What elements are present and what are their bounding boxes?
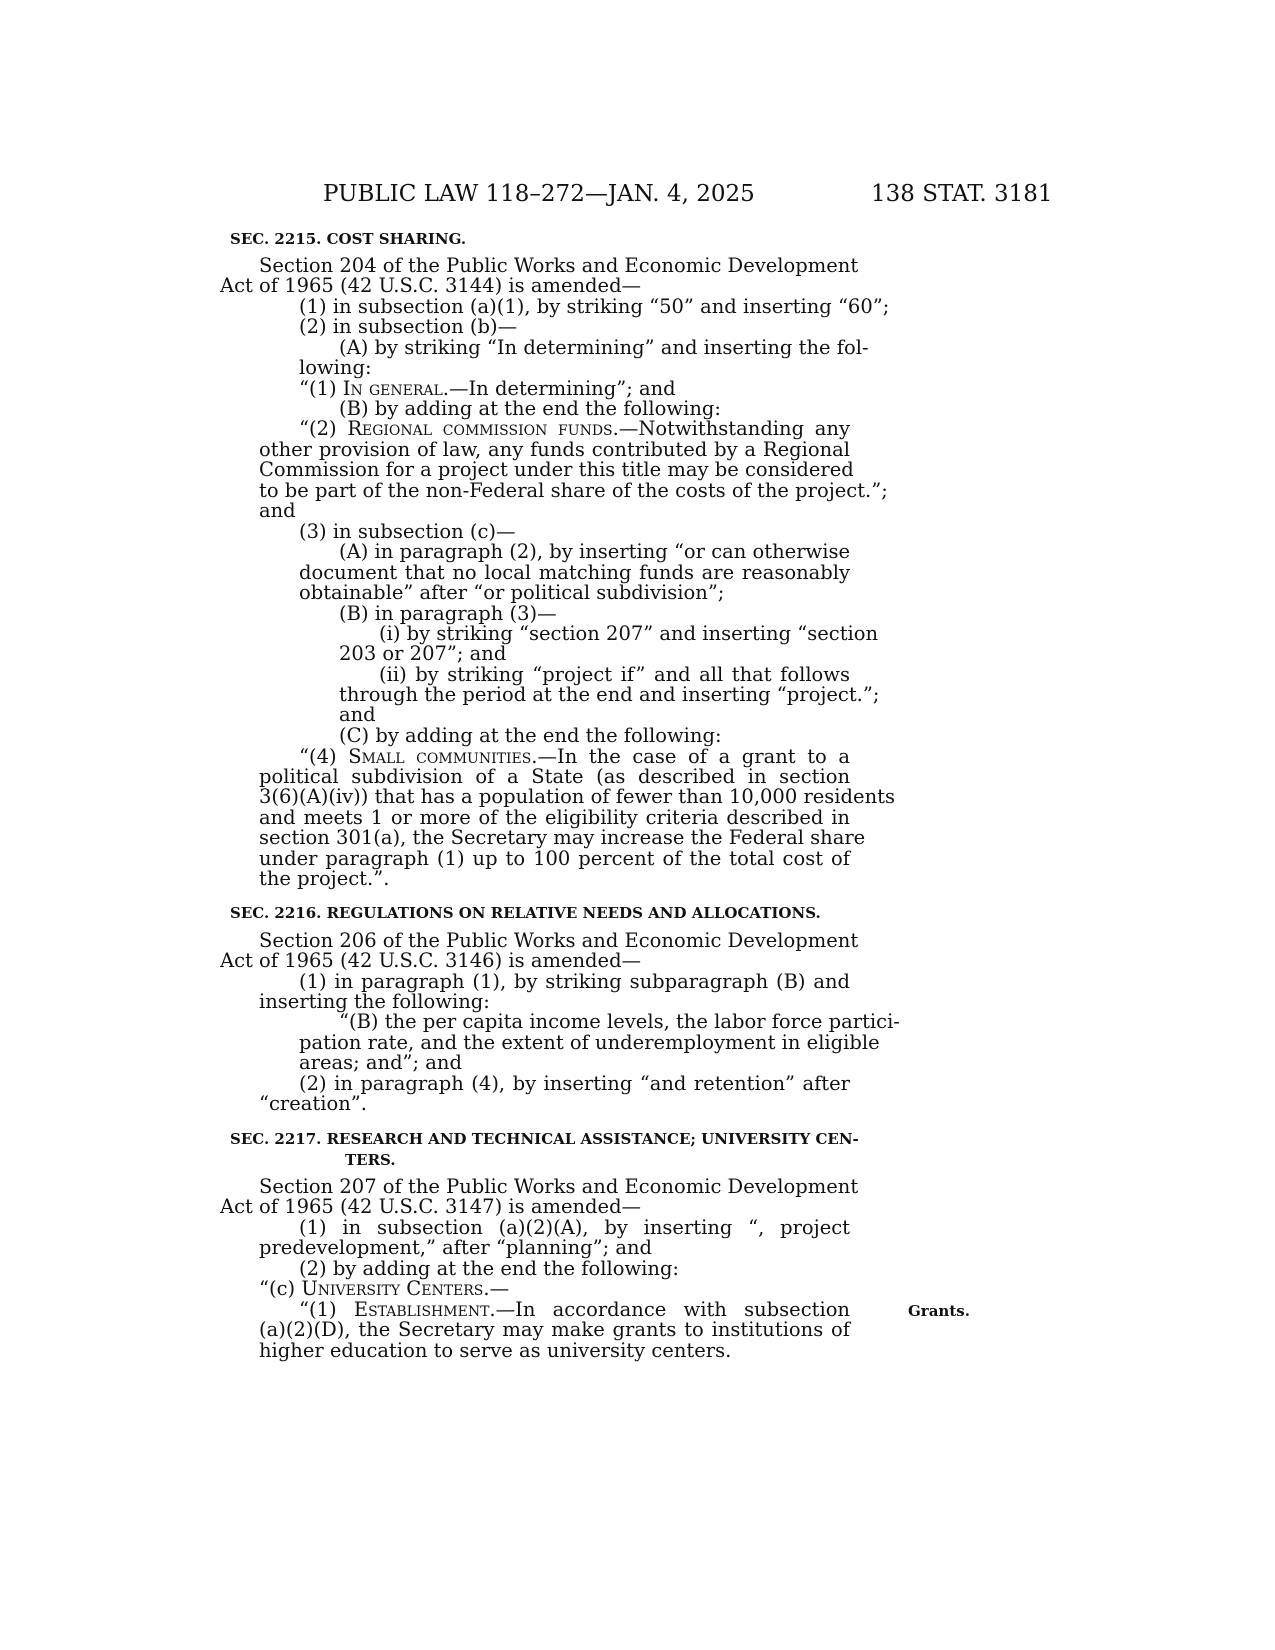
text-line: (1) in subsection (a)(2)(A), by inserting “, project (299, 1216, 850, 1239)
text-line: 203 or 207”; and (339, 642, 507, 665)
text-line: “(2) Regional commission funds.—Notwithstanding any (299, 417, 850, 440)
text-line: Act of 1965 (42 U.S.C. 3146) is amended— (220, 949, 642, 972)
text-line: Section 204 of the Public Works and Economic Development (259, 254, 859, 277)
text-line: obtainable” after “or political subdivision”; (299, 581, 725, 604)
text-line: (1) in subsection (a)(1), by striking “50” and inserting “60”; (299, 295, 890, 318)
text-line: “(1) Establishment.—In accordance with subsection (299, 1298, 850, 1321)
text-line: 3(6)(A)(iv)) that has a population of fewer than 10,000 residents (259, 785, 895, 808)
text-line: pation rate, and the extent of underemployment in eligible (299, 1031, 880, 1054)
section-heading-continued: TERS. (345, 1151, 396, 1169)
text-line: “creation”. (259, 1092, 367, 1115)
text-line: areas; and”; and (299, 1051, 462, 1074)
text-line: document that no local matching funds are reasonably (299, 561, 850, 584)
text-line: (a)(2)(D), the Secretary may make grants to institutions of (259, 1318, 850, 1341)
text-line: (C) by adding at the end the following: (339, 724, 722, 747)
text-line: Commission for a project under this title may be considered (259, 458, 854, 481)
text-line: (i) by striking “section 207” and inserting “section (379, 622, 879, 645)
text-line: “(c) University Centers.— (259, 1277, 510, 1300)
text-line: and meets 1 or more of the eligibility criteria described in (259, 806, 850, 829)
text-line: “(B) the per capita income levels, the labor force partici- (339, 1010, 900, 1033)
text-line: section 301(a), the Secretary may increase the Federal share (259, 826, 866, 849)
text-line: higher education to serve as university centers. (259, 1339, 732, 1362)
text-line: political subdivision of a State (as described in section (259, 765, 850, 788)
text-line: Act of 1965 (42 U.S.C. 3144) is amended— (220, 274, 642, 297)
text-line: lowing: (299, 356, 372, 379)
text-line: (A) in paragraph (2), by inserting “or can otherwise (339, 540, 850, 563)
text-line: “(1) In general.—In determining”; and (299, 377, 676, 400)
text-line: to be part of the non-Federal share of the costs of the project.”; (259, 479, 888, 502)
text-line: other provision of law, any funds contributed by a Regional (259, 438, 850, 461)
text-line: (A) by striking “In determining” and inserting the fol- (339, 336, 869, 359)
section-heading: SEC. 2217. RESEARCH AND TECHNICAL ASSISTANCE; UNIVERSITY CEN- (230, 1130, 859, 1148)
statute-page-number: 138 STAT. 3181 (871, 181, 1053, 207)
text-line: and (339, 703, 376, 726)
text-line: and (259, 499, 296, 522)
text-line: Act of 1965 (42 U.S.C. 3147) is amended— (220, 1195, 642, 1218)
text-line: (B) in paragraph (3)— (339, 602, 557, 625)
text-line: (2) by adding at the end the following: (299, 1257, 680, 1280)
text-line: “(4) Small communities.—In the case of a grant to a (299, 745, 850, 768)
text-line: under paragraph (1) up to 100 percent of the total cost of (259, 847, 850, 870)
text-line: (ii) by striking “project if” and all that follows (379, 663, 850, 686)
text-line: Section 207 of the Public Works and Economic Development (259, 1175, 859, 1198)
text-line: (2) in subsection (b)— (299, 315, 518, 338)
margin-note: Grants. (908, 1302, 970, 1320)
text-line: (3) in subsection (c)— (299, 520, 516, 543)
section-heading: SEC. 2215. COST SHARING. (230, 230, 467, 248)
text-line: inserting the following: (259, 990, 490, 1013)
text-line: (B) by adding at the end the following: (339, 397, 721, 420)
running-head-title: PUBLIC LAW 118–272—JAN. 4, 2025 (323, 181, 755, 207)
text-line: (2) in paragraph (4), by inserting “and retention” after (299, 1072, 850, 1095)
text-line: (1) in paragraph (1), by striking subparagraph (B) and (299, 970, 850, 993)
text-line: Section 206 of the Public Works and Economic Development (259, 929, 859, 952)
section-heading: SEC. 2216. REGULATIONS ON RELATIVE NEEDS AND ALLOCATIONS. (230, 904, 821, 922)
text-line: the project.”. (259, 867, 390, 890)
text-line: predevelopment,” after “planning”; and (259, 1236, 653, 1259)
text-line: through the period at the end and inserting “project.”; (339, 683, 880, 706)
